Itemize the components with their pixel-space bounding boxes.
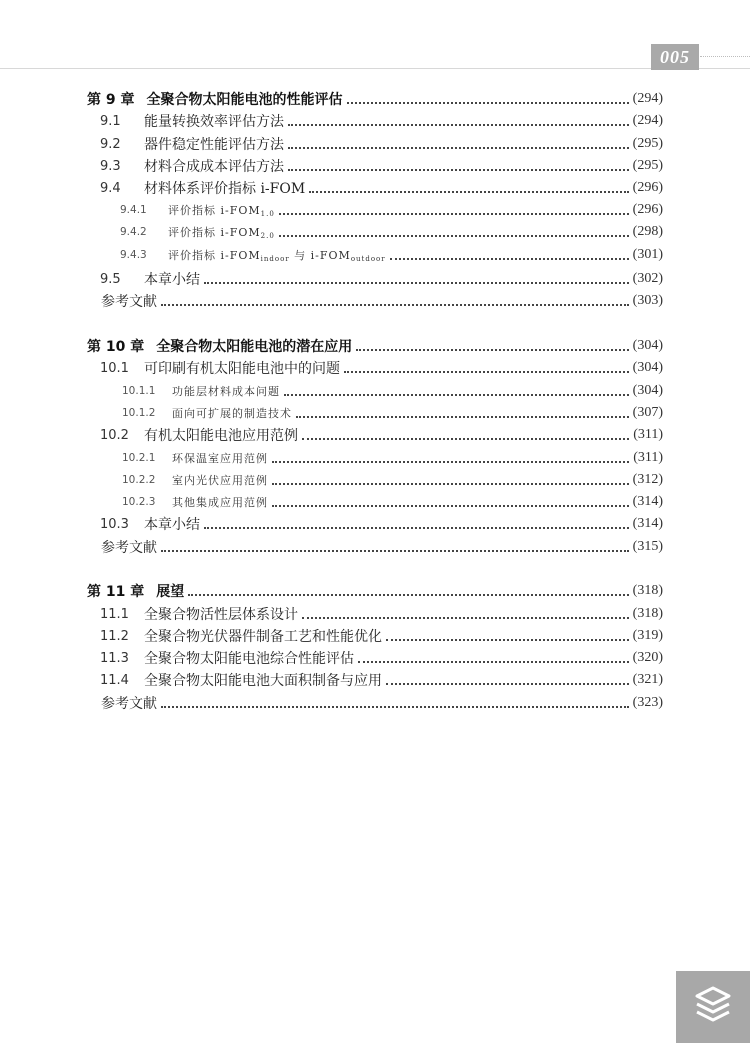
page-ref: (294)	[632, 113, 663, 128]
toc-subsection-10-1-1[interactable]	[0, 381, 750, 401]
toc-section-11-2[interactable]	[0, 626, 750, 646]
dot-leader	[390, 258, 629, 260]
page-ref: (318)	[632, 606, 663, 621]
toc-subsection-9-4-2[interactable]	[0, 222, 750, 242]
header-dotted-rule	[700, 56, 750, 57]
subsection-number: 9.4.1	[120, 204, 147, 216]
toc-chapter-11[interactable]	[0, 581, 750, 601]
page-ref: (311)	[633, 450, 663, 465]
page-ref: (304)	[632, 338, 663, 353]
dot-leader	[302, 438, 629, 440]
page-ref: (304)	[632, 360, 663, 375]
subsection-number: 9.4.3	[120, 249, 147, 261]
dot-leader	[161, 706, 629, 708]
toc-section-10-3[interactable]	[0, 514, 750, 534]
section-number: 9.4	[100, 180, 121, 196]
page-ref: (296)	[632, 180, 663, 195]
toc-subsection-10-1-2[interactable]	[0, 403, 750, 423]
page-number-badge: 005	[651, 44, 699, 70]
toc-section-11-3[interactable]	[0, 648, 750, 668]
toc-section-9-5[interactable]	[0, 269, 750, 289]
section-number: 11.3	[100, 650, 129, 666]
page-ref: (311)	[633, 427, 663, 442]
section-number: 9.3	[100, 158, 121, 174]
section-number: 9.1	[100, 113, 121, 129]
dot-leader	[288, 147, 629, 149]
section-title: 材料合成成本评估方法	[144, 159, 284, 175]
toc-subsection-9-4-3[interactable]	[0, 245, 750, 265]
page-ref: (301)	[632, 247, 663, 262]
dot-leader	[386, 683, 629, 685]
toc-references-ch11[interactable]	[0, 693, 750, 713]
section-number: 9.2	[100, 136, 121, 152]
chapter-title: 全聚合物太阳能电池的潜在应用	[156, 339, 353, 355]
subsection-number: 9.4.2	[120, 226, 147, 238]
subsection-number: 10.2.3	[122, 496, 156, 508]
section-number: 11.1	[100, 606, 129, 622]
section-number: 10.1	[100, 360, 129, 376]
toc-section-9-2[interactable]	[0, 134, 750, 154]
layers-button[interactable]	[676, 971, 750, 1043]
dot-leader	[204, 527, 629, 529]
page-ref: (319)	[632, 628, 663, 643]
page-ref: (295)	[632, 158, 663, 173]
toc-subsection-10-2-3[interactable]	[0, 492, 750, 512]
section-title: 全聚合物光伏器件制备工艺和性能优化	[144, 629, 382, 645]
section-number: 11.4	[100, 672, 129, 688]
dot-leader	[344, 371, 629, 373]
dot-leader	[296, 416, 629, 418]
page-ref: (315)	[632, 539, 663, 554]
section-title: 本章小结	[144, 517, 200, 533]
section-title: 能量转换效率评估方法	[144, 114, 284, 130]
dot-leader	[302, 617, 629, 619]
subsection-title: 评价指标 $i-FOM_{1.0}$	[168, 204, 275, 218]
header-rule	[0, 68, 750, 69]
toc-section-9-4[interactable]	[0, 178, 750, 198]
subsection-title: 评价指标 $i-FOM_{indoor}$ 与 $i-FOM_{outdoor}$	[168, 249, 386, 263]
section-number: 10.2	[100, 427, 129, 443]
page-ref: (321)	[632, 672, 663, 687]
dot-leader	[272, 483, 629, 485]
page-ref: (294)	[632, 91, 663, 106]
page-ref: (320)	[632, 650, 663, 665]
dot-leader	[279, 235, 629, 237]
dot-leader	[347, 102, 629, 104]
section-number: 10.3	[100, 516, 129, 532]
dot-leader	[358, 661, 629, 663]
dot-leader	[161, 550, 629, 552]
subsection-number: 10.2.2	[122, 474, 156, 486]
page-ref: (318)	[632, 583, 663, 598]
dot-leader	[386, 639, 629, 641]
dot-leader	[288, 124, 629, 126]
toc-chapter-10[interactable]	[0, 336, 750, 356]
section-title: 全聚合物太阳能电池大面积制备与应用	[144, 673, 382, 689]
toc-section-11-1[interactable]	[0, 604, 750, 624]
dot-leader	[284, 394, 629, 396]
dot-leader	[272, 461, 629, 463]
toc-section-9-3[interactable]	[0, 156, 750, 176]
section-title: 全聚合物太阳能电池综合性能评估	[144, 651, 354, 667]
section-title: 全聚合物活性层体系设计	[144, 607, 298, 623]
subsection-number: 10.1.1	[122, 385, 156, 397]
page-ref: (302)	[632, 271, 663, 286]
chapter-number: 第 10 章	[87, 339, 145, 355]
layers-icon	[694, 985, 732, 1025]
toc-references-ch9[interactable]	[0, 291, 750, 311]
section-number: 11.2	[100, 628, 129, 644]
dot-leader	[288, 169, 629, 171]
section-title: 器件稳定性能评估方法	[144, 137, 284, 153]
subsection-title: 功能层材料成本问题	[172, 385, 280, 398]
dot-leader	[188, 594, 628, 596]
chapter-number: 第 11 章	[87, 584, 145, 600]
toc-chapter-9[interactable]	[0, 89, 750, 109]
toc-subsection-9-4-1[interactable]	[0, 200, 750, 220]
toc-section-9-1[interactable]	[0, 111, 750, 131]
page-ref: (296)	[632, 202, 663, 217]
toc-subsection-10-2-2[interactable]	[0, 470, 750, 490]
page-ref: (298)	[632, 224, 663, 239]
toc-subsection-10-2-1[interactable]	[0, 448, 750, 468]
page-ref: (312)	[632, 472, 663, 487]
page-ref: (314)	[632, 494, 663, 509]
subsection-number: 10.2.1	[122, 452, 156, 464]
dot-leader	[356, 349, 628, 351]
references-title: 参考文献	[101, 540, 157, 556]
dot-leader	[204, 282, 629, 284]
section-number: 9.5	[100, 271, 121, 287]
page-ref: (303)	[632, 293, 663, 308]
dot-leader	[272, 505, 629, 507]
dot-leader	[309, 191, 628, 193]
references-title: 参考文献	[101, 294, 157, 310]
subsection-title: 面向可扩展的制造技术	[172, 407, 292, 420]
dot-leader	[279, 213, 629, 215]
section-title: 本章小结	[144, 272, 200, 288]
dot-leader	[161, 304, 629, 306]
page-ref: (314)	[632, 516, 663, 531]
section-title: 材料体系评价指标 i-FOM	[144, 181, 306, 197]
subsection-title: 评价指标 $i-FOM_{2.0}$	[168, 226, 275, 240]
page-ref: (323)	[632, 695, 663, 710]
chapter-title: 全聚合物太阳能电池的性能评估	[146, 92, 343, 108]
subsection-title: 室内光伏应用范例	[172, 474, 268, 487]
chapter-number: 第 9 章	[87, 92, 135, 108]
section-title: 可印刷有机太阳能电池中的问题	[144, 361, 340, 377]
section-title: 有机太阳能电池应用范例	[144, 428, 298, 444]
references-title: 参考文献	[101, 696, 157, 712]
subsection-title: 其他集成应用范例	[172, 496, 268, 509]
page-ref: (307)	[632, 405, 663, 420]
subsection-number: 10.1.2	[122, 407, 156, 419]
page-ref: (295)	[632, 136, 663, 151]
toc-section-10-2[interactable]	[0, 425, 750, 445]
toc-section-10-1[interactable]	[0, 358, 750, 378]
subsection-title: 环保温室应用范例	[172, 452, 268, 465]
page-ref: (304)	[632, 383, 663, 398]
toc-section-11-4[interactable]	[0, 670, 750, 690]
toc-references-ch10[interactable]	[0, 537, 750, 557]
chapter-title: 展望	[156, 584, 185, 600]
